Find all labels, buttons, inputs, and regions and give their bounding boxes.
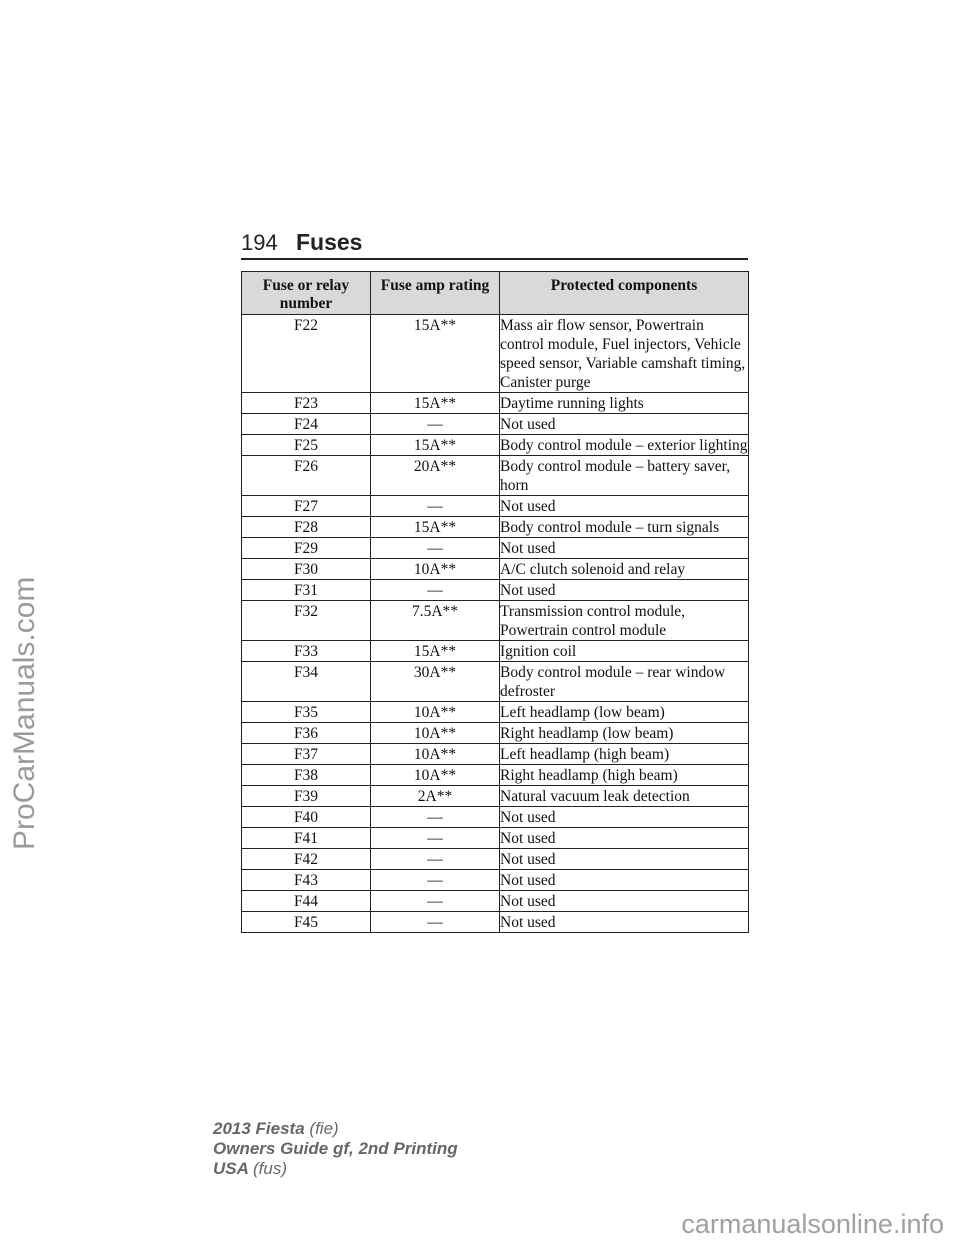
protected-components-cell: Mass air flow sensor, Powertrain control module, Fuel injectors, Vehicle speed sensor, Variable camshaft timing, Canister purge (500, 315, 749, 393)
fuse-number-cell: F45 (242, 912, 371, 933)
fuse-number-cell: F30 (242, 559, 371, 580)
table-row (242, 517, 749, 538)
table-row (242, 414, 749, 435)
fuse-number-cell: F33 (242, 641, 371, 662)
fuse-number-cell: F24 (242, 414, 371, 435)
table-row (242, 641, 749, 662)
fuse-amp-cell: — (371, 538, 500, 559)
fuse-amp-cell: — (371, 828, 500, 849)
page-header (241, 228, 748, 260)
table-row (242, 580, 749, 601)
fuse-amp-cell: 10A** (371, 702, 500, 723)
footer-model-code: (fie) (309, 1119, 339, 1138)
protected-components-cell: Right headlamp (low beam) (500, 723, 749, 744)
protected-components-cell: Daytime running lights (500, 393, 749, 414)
fuse-number-cell: F40 (242, 807, 371, 828)
fuse-number-cell: F25 (242, 435, 371, 456)
protected-components-cell: A/C clutch solenoid and relay (500, 559, 749, 580)
fuse-amp-cell: — (371, 496, 500, 517)
table-row (242, 702, 749, 723)
table-row (242, 456, 749, 496)
fuse-number-cell: F26 (242, 456, 371, 496)
fuse-amp-cell: — (371, 870, 500, 891)
section-title: Fuses (296, 229, 363, 255)
footer-line-3 (213, 1159, 458, 1179)
fuse-number-cell: F37 (242, 744, 371, 765)
table-row (242, 496, 749, 517)
fuse-amp-cell: — (371, 891, 500, 912)
protected-components-cell: Right headlamp (high beam) (500, 765, 749, 786)
table-row (242, 807, 749, 828)
fuse-amp-cell: — (371, 414, 500, 435)
fuse-amp-cell: — (371, 849, 500, 870)
column-header-amp: Fuse amp rating (371, 272, 500, 315)
footer-model: 2013 Fiesta (213, 1119, 305, 1138)
footer-line-1 (213, 1119, 458, 1139)
fuse-number-cell: F39 (242, 786, 371, 807)
table-row (242, 849, 749, 870)
fuse-amp-cell: 20A** (371, 456, 500, 496)
protected-components-cell: Natural vacuum leak detection (500, 786, 749, 807)
fuse-number-cell: F31 (242, 580, 371, 601)
fuse-number-cell: F42 (242, 849, 371, 870)
table-row (242, 315, 749, 393)
footer (213, 1119, 458, 1179)
fuse-amp-cell: — (371, 807, 500, 828)
table-row (242, 393, 749, 414)
table-row (242, 538, 749, 559)
page-number: 194 (241, 230, 278, 255)
protected-components-cell: Not used (500, 828, 749, 849)
protected-components-cell: Not used (500, 496, 749, 517)
fuse-number-cell: F22 (242, 315, 371, 393)
watermark-procarmanuals: ProCarManuals.com (8, 576, 41, 850)
fuse-table-header (242, 272, 749, 315)
footer-line-2: Owners Guide gf, 2nd Printing (213, 1139, 458, 1158)
table-row (242, 662, 749, 702)
fuse-number-cell: F41 (242, 828, 371, 849)
protected-components-cell: Left headlamp (low beam) (500, 702, 749, 723)
protected-components-cell: Ignition coil (500, 641, 749, 662)
fuse-number-cell: F43 (242, 870, 371, 891)
fuse-number-cell: F32 (242, 601, 371, 641)
table-row (242, 601, 749, 641)
fuse-number-cell: F34 (242, 662, 371, 702)
fuse-table (241, 271, 749, 933)
table-row (242, 870, 749, 891)
column-header-fuse: Fuse or relay number (242, 272, 371, 315)
fuse-number-cell: F36 (242, 723, 371, 744)
protected-components-cell: Body control module – turn signals (500, 517, 749, 538)
protected-components-cell: Transmission control module, Powertrain control module (500, 601, 749, 641)
fuse-amp-cell: 2A** (371, 786, 500, 807)
watermark-carmanualsonline: carmanualsonline.info (681, 1209, 944, 1239)
table-row (242, 828, 749, 849)
fuse-number-cell: F29 (242, 538, 371, 559)
table-row (242, 435, 749, 456)
fuse-amp-cell: — (371, 912, 500, 933)
fuse-number-cell: F38 (242, 765, 371, 786)
fuse-number-cell: F28 (242, 517, 371, 538)
table-row (242, 559, 749, 580)
protected-components-cell: Not used (500, 538, 749, 559)
fuse-amp-cell: 7.5A** (371, 601, 500, 641)
protected-components-cell: Left headlamp (high beam) (500, 744, 749, 765)
fuse-amp-cell: 15A** (371, 435, 500, 456)
fuse-amp-cell: — (371, 580, 500, 601)
fuse-amp-cell: 10A** (371, 723, 500, 744)
table-row (242, 765, 749, 786)
protected-components-cell: Not used (500, 849, 749, 870)
protected-components-cell: Not used (500, 870, 749, 891)
footer-market-code: (fus) (253, 1159, 287, 1178)
fuse-amp-cell: 15A** (371, 315, 500, 393)
column-header-components: Protected components (500, 272, 749, 315)
protected-components-cell: Not used (500, 912, 749, 933)
table-row (242, 744, 749, 765)
protected-components-cell: Body control module – battery saver, horn (500, 456, 749, 496)
fuse-amp-cell: 15A** (371, 641, 500, 662)
protected-components-cell: Body control module – rear window defroster (500, 662, 749, 702)
protected-components-cell: Not used (500, 414, 749, 435)
table-row (242, 891, 749, 912)
fuse-amp-cell: 15A** (371, 517, 500, 538)
table-row (242, 786, 749, 807)
fuse-number-cell: F27 (242, 496, 371, 517)
protected-components-cell: Body control module – exterior lighting (500, 435, 749, 456)
fuse-amp-cell: 15A** (371, 393, 500, 414)
fuse-amp-cell: 10A** (371, 765, 500, 786)
fuse-number-cell: F44 (242, 891, 371, 912)
protected-components-cell: Not used (500, 580, 749, 601)
fuse-amp-cell: 10A** (371, 744, 500, 765)
footer-market: USA (213, 1159, 249, 1178)
table-row (242, 912, 749, 933)
protected-components-cell: Not used (500, 891, 749, 912)
protected-components-cell: Not used (500, 807, 749, 828)
fuse-amp-cell: 30A** (371, 662, 500, 702)
fuse-amp-cell: 10A** (371, 559, 500, 580)
fuse-table-body (242, 315, 749, 933)
fuse-number-cell: F35 (242, 702, 371, 723)
fuse-number-cell: F23 (242, 393, 371, 414)
table-row (242, 723, 749, 744)
